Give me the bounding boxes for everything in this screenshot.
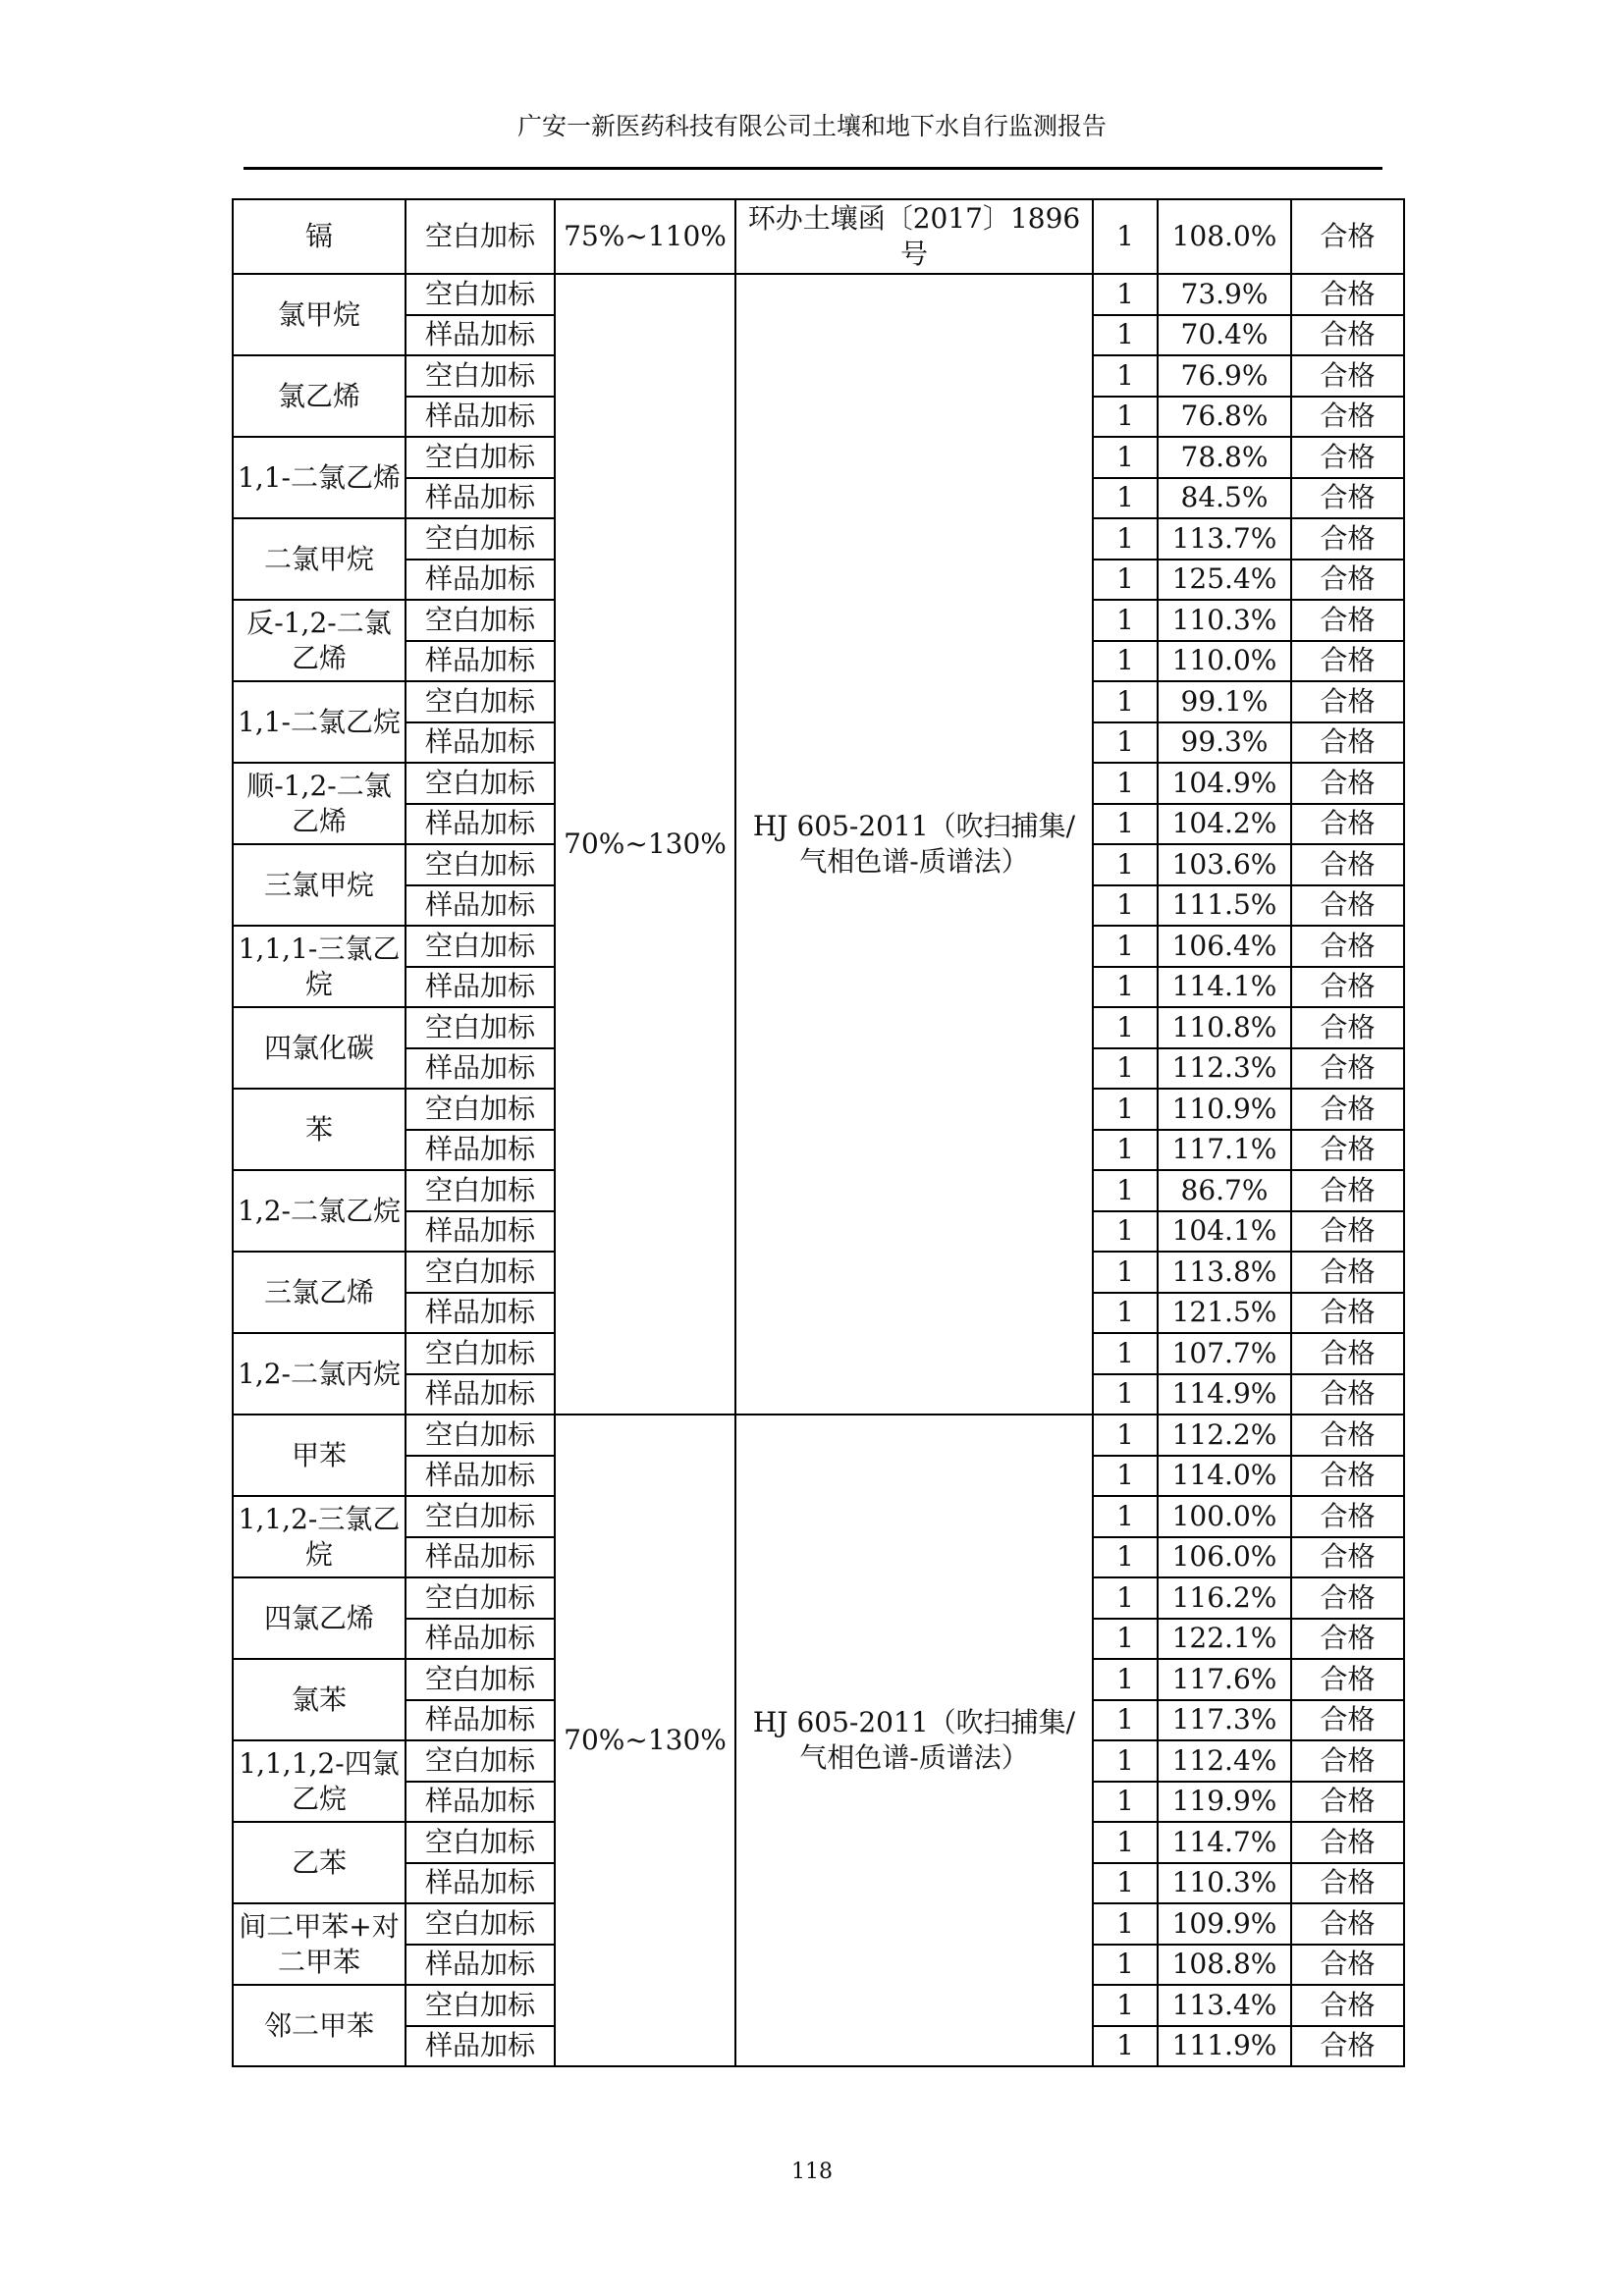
spike-type-cell: 空白加标 <box>406 1659 555 1700</box>
recovery-range-cell: 70%~130% <box>555 274 735 1415</box>
result-cell: 合格 <box>1291 518 1404 560</box>
spike-type-cell: 样品加标 <box>406 967 555 1008</box>
spike-type-cell: 样品加标 <box>406 722 555 764</box>
recovery-rate-cell: 99.3% <box>1158 722 1291 764</box>
spike-type-cell: 空白加标 <box>406 355 555 397</box>
method-cell: HJ 605-2011（吹扫捕集/气相色谱-质谱法） <box>735 274 1093 1415</box>
count-cell: 1 <box>1093 1537 1158 1578</box>
spike-type-cell: 样品加标 <box>406 1700 555 1741</box>
analyte-cell: 三氯乙烯 <box>233 1252 406 1333</box>
recovery-rate-cell: 104.9% <box>1158 763 1291 804</box>
spike-type-cell: 空白加标 <box>406 1089 555 1130</box>
spike-type-cell: 样品加标 <box>406 315 555 356</box>
spike-type-cell: 空白加标 <box>406 1415 555 1456</box>
recovery-range-cell: 70%~130% <box>555 1415 735 2066</box>
method-cell: HJ 605-2011（吹扫捕集/气相色谱-质谱法） <box>735 1415 1093 2066</box>
spike-type-cell: 空白加标 <box>406 1007 555 1048</box>
count-cell: 1 <box>1093 437 1158 478</box>
recovery-rate-cell: 114.9% <box>1158 1374 1291 1415</box>
recovery-rate-cell: 76.9% <box>1158 355 1291 397</box>
spike-type-cell: 空白加标 <box>406 681 555 722</box>
count-cell: 1 <box>1093 844 1158 885</box>
count-cell: 1 <box>1093 1903 1158 1945</box>
result-cell: 合格 <box>1291 274 1404 315</box>
recovery-rate-cell: 70.4% <box>1158 315 1291 356</box>
result-cell: 合格 <box>1291 1456 1404 1497</box>
result-cell: 合格 <box>1291 1537 1404 1578</box>
result-cell: 合格 <box>1291 560 1404 601</box>
recovery-rate-cell: 122.1% <box>1158 1619 1291 1660</box>
analyte-cell: 1,2-二氯丙烷 <box>233 1333 406 1415</box>
count-cell: 1 <box>1093 763 1158 804</box>
count-cell: 1 <box>1093 926 1158 967</box>
spike-type-cell: 空白加标 <box>406 518 555 560</box>
analyte-cell: 镉 <box>233 199 406 274</box>
spike-type-cell: 空白加标 <box>406 1903 555 1945</box>
result-cell: 合格 <box>1291 2026 1404 2067</box>
page-number: 118 <box>791 2160 833 2184</box>
count-cell: 1 <box>1093 1619 1158 1660</box>
spike-type-cell: 空白加标 <box>406 1496 555 1537</box>
spike-type-cell: 空白加标 <box>406 926 555 967</box>
count-cell: 1 <box>1093 397 1158 438</box>
analyte-cell: 顺-1,2-二氯乙烯 <box>233 763 406 844</box>
spike-type-cell: 空白加标 <box>406 1333 555 1374</box>
recovery-rate-cell: 110.3% <box>1158 600 1291 641</box>
count-cell: 1 <box>1093 1659 1158 1700</box>
spike-type-cell: 样品加标 <box>406 1537 555 1578</box>
recovery-rate-cell: 106.0% <box>1158 1537 1291 1578</box>
table-row <box>233 1415 1404 1456</box>
spike-type-cell: 空白加标 <box>406 1252 555 1293</box>
recovery-rate-cell: 108.8% <box>1158 1945 1291 1986</box>
spike-type-cell: 样品加标 <box>406 1782 555 1823</box>
result-cell: 合格 <box>1291 1211 1404 1253</box>
result-cell: 合格 <box>1291 1782 1404 1823</box>
count-cell: 1 <box>1093 1374 1158 1415</box>
analyte-cell: 1,1,1-三氯乙烷 <box>233 926 406 1007</box>
result-cell: 合格 <box>1291 1048 1404 1090</box>
result-cell: 合格 <box>1291 722 1404 764</box>
analyte-cell: 氯苯 <box>233 1659 406 1740</box>
result-cell: 合格 <box>1291 1700 1404 1741</box>
result-cell: 合格 <box>1291 1577 1404 1619</box>
spike-type-cell: 样品加标 <box>406 1374 555 1415</box>
recovery-rate-cell: 116.2% <box>1158 1577 1291 1619</box>
analyte-cell: 反-1,2-二氯乙烯 <box>233 600 406 681</box>
count-cell: 1 <box>1093 1945 1158 1986</box>
analyte-cell: 甲苯 <box>233 1415 406 1496</box>
result-cell: 合格 <box>1291 1293 1404 1334</box>
result-cell: 合格 <box>1291 600 1404 641</box>
recovery-rate-cell: 103.6% <box>1158 844 1291 885</box>
analyte-cell: 氯乙烯 <box>233 355 406 437</box>
analyte-cell: 三氯甲烷 <box>233 844 406 926</box>
recovery-rate-cell: 117.3% <box>1158 1700 1291 1741</box>
count-cell: 1 <box>1093 315 1158 356</box>
recovery-rate-cell: 100.0% <box>1158 1496 1291 1537</box>
result-cell: 合格 <box>1291 1333 1404 1374</box>
result-cell: 合格 <box>1291 1863 1404 1904</box>
result-cell: 合格 <box>1291 1903 1404 1945</box>
recovery-rate-cell: 86.7% <box>1158 1170 1291 1211</box>
recovery-rate-cell: 76.8% <box>1158 397 1291 438</box>
spike-type-cell: 空白加标 <box>406 274 555 315</box>
recovery-rate-cell: 111.9% <box>1158 2026 1291 2067</box>
analyte-cell: 氯甲烷 <box>233 274 406 355</box>
result-cell: 合格 <box>1291 1659 1404 1700</box>
analyte-cell: 邻二甲苯 <box>233 1985 406 2066</box>
table-row <box>233 274 1404 315</box>
result-cell: 合格 <box>1291 355 1404 397</box>
result-cell: 合格 <box>1291 641 1404 682</box>
spike-type-cell: 空白加标 <box>406 1170 555 1211</box>
result-cell: 合格 <box>1291 1496 1404 1537</box>
result-cell: 合格 <box>1291 885 1404 927</box>
qc-table <box>232 198 1405 2067</box>
count-cell: 1 <box>1093 1089 1158 1130</box>
analyte-cell: 苯 <box>233 1089 406 1170</box>
recovery-rate-cell: 73.9% <box>1158 274 1291 315</box>
analyte-cell: 1,1-二氯乙烷 <box>233 681 406 763</box>
recovery-rate-cell: 110.8% <box>1158 1007 1291 1048</box>
result-cell: 合格 <box>1291 926 1404 967</box>
count-cell: 1 <box>1093 1577 1158 1619</box>
method-cell: 环办土壤函〔2017〕1896号 <box>735 199 1093 274</box>
count-cell: 1 <box>1093 804 1158 845</box>
count-cell: 1 <box>1093 2026 1158 2067</box>
count-cell: 1 <box>1093 967 1158 1008</box>
analyte-cell: 间二甲苯+对二甲苯 <box>233 1903 406 1985</box>
result-cell: 合格 <box>1291 437 1404 478</box>
spike-type-cell: 空白加标 <box>406 1822 555 1863</box>
analyte-cell: 乙苯 <box>233 1822 406 1903</box>
count-cell: 1 <box>1093 1782 1158 1823</box>
result-cell: 合格 <box>1291 1252 1404 1293</box>
count-cell: 1 <box>1093 1130 1158 1171</box>
count-cell: 1 <box>1093 1415 1158 1456</box>
count-cell: 1 <box>1093 722 1158 764</box>
spike-type-cell: 样品加标 <box>406 641 555 682</box>
count-cell: 1 <box>1093 1700 1158 1741</box>
result-cell: 合格 <box>1291 199 1404 274</box>
count-cell: 1 <box>1093 1456 1158 1497</box>
result-cell: 合格 <box>1291 1374 1404 1415</box>
count-cell: 1 <box>1093 1170 1158 1211</box>
result-cell: 合格 <box>1291 1740 1404 1782</box>
count-cell: 1 <box>1093 1985 1158 2026</box>
result-cell: 合格 <box>1291 763 1404 804</box>
recovery-rate-cell: 119.9% <box>1158 1782 1291 1823</box>
count-cell: 1 <box>1093 1822 1158 1863</box>
recovery-rate-cell: 113.7% <box>1158 518 1291 560</box>
recovery-rate-cell: 112.2% <box>1158 1415 1291 1456</box>
analyte-cell: 1,2-二氯乙烷 <box>233 1170 406 1252</box>
spike-type-cell: 样品加标 <box>406 1619 555 1660</box>
qc-table-body <box>233 199 1404 2066</box>
spike-type-cell: 样品加标 <box>406 478 555 519</box>
count-cell: 1 <box>1093 600 1158 641</box>
recovery-rate-cell: 112.4% <box>1158 1740 1291 1782</box>
result-cell: 合格 <box>1291 397 1404 438</box>
spike-type-cell: 样品加标 <box>406 2026 555 2067</box>
count-cell: 1 <box>1093 199 1158 274</box>
count-cell: 1 <box>1093 1863 1158 1904</box>
recovery-rate-cell: 108.0% <box>1158 199 1291 274</box>
recovery-rate-cell: 114.7% <box>1158 1822 1291 1863</box>
spike-type-cell: 空白加标 <box>406 844 555 885</box>
spike-type-cell: 样品加标 <box>406 397 555 438</box>
count-cell: 1 <box>1093 355 1158 397</box>
count-cell: 1 <box>1093 518 1158 560</box>
count-cell: 1 <box>1093 1007 1158 1048</box>
result-cell: 合格 <box>1291 967 1404 1008</box>
analyte-cell: 1,1-二氯乙烯 <box>233 437 406 518</box>
recovery-rate-cell: 110.3% <box>1158 1863 1291 1904</box>
spike-type-cell: 样品加标 <box>406 1130 555 1171</box>
spike-type-cell: 样品加标 <box>406 1863 555 1904</box>
recovery-rate-cell: 117.1% <box>1158 1130 1291 1171</box>
analyte-cell: 四氯化碳 <box>233 1007 406 1089</box>
count-cell: 1 <box>1093 478 1158 519</box>
spike-type-cell: 空白加标 <box>406 1985 555 2026</box>
spike-type-cell: 样品加标 <box>406 560 555 601</box>
spike-type-cell: 空白加标 <box>406 1577 555 1619</box>
result-cell: 合格 <box>1291 315 1404 356</box>
recovery-rate-cell: 99.1% <box>1158 681 1291 722</box>
recovery-rate-cell: 78.8% <box>1158 437 1291 478</box>
result-cell: 合格 <box>1291 1945 1404 1986</box>
recovery-rate-cell: 84.5% <box>1158 478 1291 519</box>
recovery-rate-cell: 114.1% <box>1158 967 1291 1008</box>
count-cell: 1 <box>1093 1293 1158 1334</box>
spike-type-cell: 样品加标 <box>406 1945 555 1986</box>
spike-type-cell: 样品加标 <box>406 1293 555 1334</box>
recovery-rate-cell: 109.9% <box>1158 1903 1291 1945</box>
result-cell: 合格 <box>1291 1985 1404 2026</box>
recovery-rate-cell: 113.4% <box>1158 1985 1291 2026</box>
count-cell: 1 <box>1093 1048 1158 1090</box>
result-cell: 合格 <box>1291 681 1404 722</box>
result-cell: 合格 <box>1291 1822 1404 1863</box>
count-cell: 1 <box>1093 1333 1158 1374</box>
spike-type-cell: 样品加标 <box>406 1456 555 1497</box>
result-cell: 合格 <box>1291 1415 1404 1456</box>
spike-type-cell: 样品加标 <box>406 804 555 845</box>
recovery-rate-cell: 114.0% <box>1158 1456 1291 1497</box>
result-cell: 合格 <box>1291 1170 1404 1211</box>
result-cell: 合格 <box>1291 804 1404 845</box>
spike-type-cell: 空白加标 <box>406 437 555 478</box>
spike-type-cell: 空白加标 <box>406 1740 555 1782</box>
recovery-rate-cell: 106.4% <box>1158 926 1291 967</box>
recovery-rate-cell: 110.9% <box>1158 1089 1291 1130</box>
result-cell: 合格 <box>1291 1007 1404 1048</box>
spike-type-cell: 样品加标 <box>406 1211 555 1253</box>
recovery-rate-cell: 104.1% <box>1158 1211 1291 1253</box>
result-cell: 合格 <box>1291 478 1404 519</box>
result-cell: 合格 <box>1291 1130 1404 1171</box>
count-cell: 1 <box>1093 560 1158 601</box>
recovery-rate-cell: 110.0% <box>1158 641 1291 682</box>
header-rule <box>244 167 1382 170</box>
recovery-rate-cell: 104.2% <box>1158 804 1291 845</box>
table-row <box>233 199 1404 274</box>
count-cell: 1 <box>1093 885 1158 927</box>
result-cell: 合格 <box>1291 844 1404 885</box>
count-cell: 1 <box>1093 1252 1158 1293</box>
result-cell: 合格 <box>1291 1619 1404 1660</box>
analyte-cell: 四氯乙烯 <box>233 1577 406 1659</box>
count-cell: 1 <box>1093 274 1158 315</box>
analyte-cell: 二氯甲烷 <box>233 518 406 600</box>
spike-type-cell: 空白加标 <box>406 763 555 804</box>
recovery-rate-cell: 111.5% <box>1158 885 1291 927</box>
result-cell: 合格 <box>1291 1089 1404 1130</box>
analyte-cell: 1,1,1,2-四氯乙烷 <box>233 1740 406 1822</box>
spike-type-cell: 空白加标 <box>406 600 555 641</box>
count-cell: 1 <box>1093 1211 1158 1253</box>
count-cell: 1 <box>1093 681 1158 722</box>
recovery-rate-cell: 121.5% <box>1158 1293 1291 1334</box>
recovery-rate-cell: 117.6% <box>1158 1659 1291 1700</box>
spike-type-cell: 空白加标 <box>406 199 555 274</box>
count-cell: 1 <box>1093 1740 1158 1782</box>
count-cell: 1 <box>1093 641 1158 682</box>
spike-type-cell: 样品加标 <box>406 1048 555 1090</box>
report-header-title: 广安一新医药科技有限公司土壤和地下水自行监测报告 <box>516 112 1107 140</box>
recovery-range-cell: 75%~110% <box>555 199 735 274</box>
recovery-rate-cell: 107.7% <box>1158 1333 1291 1374</box>
analyte-cell: 1,1,2-三氯乙烷 <box>233 1496 406 1577</box>
recovery-rate-cell: 125.4% <box>1158 560 1291 601</box>
spike-type-cell: 样品加标 <box>406 885 555 927</box>
count-cell: 1 <box>1093 1496 1158 1537</box>
recovery-rate-cell: 112.3% <box>1158 1048 1291 1090</box>
recovery-rate-cell: 113.8% <box>1158 1252 1291 1293</box>
